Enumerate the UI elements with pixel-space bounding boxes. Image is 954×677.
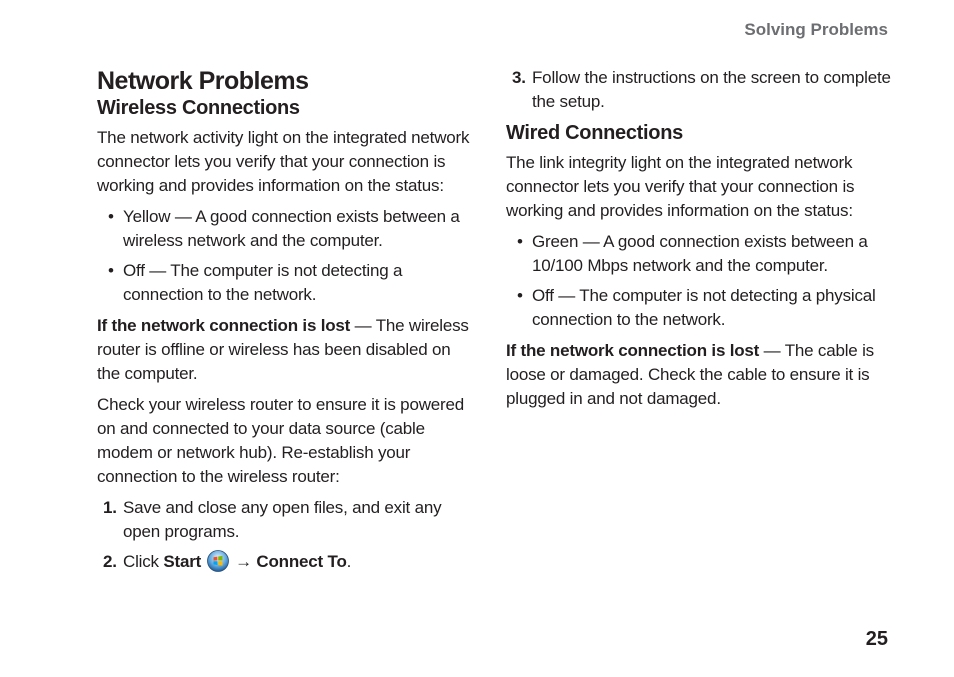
left-column <box>97 66 477 581</box>
wireless-steps-continued <box>506 66 891 114</box>
wired-heading: Wired Connections <box>506 122 683 144</box>
windows-start-orb-icon <box>207 550 229 572</box>
wired-status-list <box>506 230 891 332</box>
step-2: 2. Click Start → Connect To. <box>103 552 352 571</box>
wireless-heading: Wireless Connections <box>97 97 300 119</box>
page-number: 25 <box>865 628 888 650</box>
lost-label: If the network connection is lost <box>97 316 351 335</box>
wireless-intro: The network activity light on the integrated network connector lets you verify that your connection is working and provides information on the status: <box>97 128 470 195</box>
wireless-check-paragraph: Check your wireless router to ensure it is powered on and connected to your data source (cable modem or network hub). Re-establish your connection to the wireless router: <box>97 395 464 486</box>
step-3: 3. Follow the instructions on the screen to complete the setup. <box>512 68 891 111</box>
right-column <box>506 66 891 418</box>
list-item: • Green — A good connection exists between a 10/100 Mbps network and the computer. <box>517 232 868 275</box>
bullet-marker: • <box>108 261 114 280</box>
bullet-marker: • <box>517 232 523 251</box>
list-item: • Yellow — A good connection exists between a wireless network and the computer. <box>108 207 460 250</box>
step-1: 1. Save and close any open files, and exit any open programs. <box>103 498 442 541</box>
list-item: • Off — The computer is not detecting a connection to the network. <box>108 261 403 304</box>
lost-label: If the network connection is lost <box>506 341 760 360</box>
wired-lost-paragraph: If the network connection is lost — The cable is loose or damaged. Check the cable to ensure it is plugged in and not damaged. <box>506 341 874 408</box>
bullet-marker: • <box>108 207 114 226</box>
bullet-marker: • <box>517 286 523 305</box>
page-title: Network Problems <box>97 67 309 95</box>
running-header: Solving Problems <box>744 20 888 39</box>
wired-intro: The link integrity light on the integrated network connector lets you verify that your connection is working and provides information on the status: <box>506 153 855 220</box>
wireless-status-list <box>97 205 477 307</box>
wireless-lost-paragraph: If the network connection is lost — The wireless router is offline or wireless has been disabled on the computer. <box>97 316 469 383</box>
wireless-steps <box>97 496 477 574</box>
list-item: • Off — The computer is not detecting a physical connection to the network. <box>517 286 876 329</box>
